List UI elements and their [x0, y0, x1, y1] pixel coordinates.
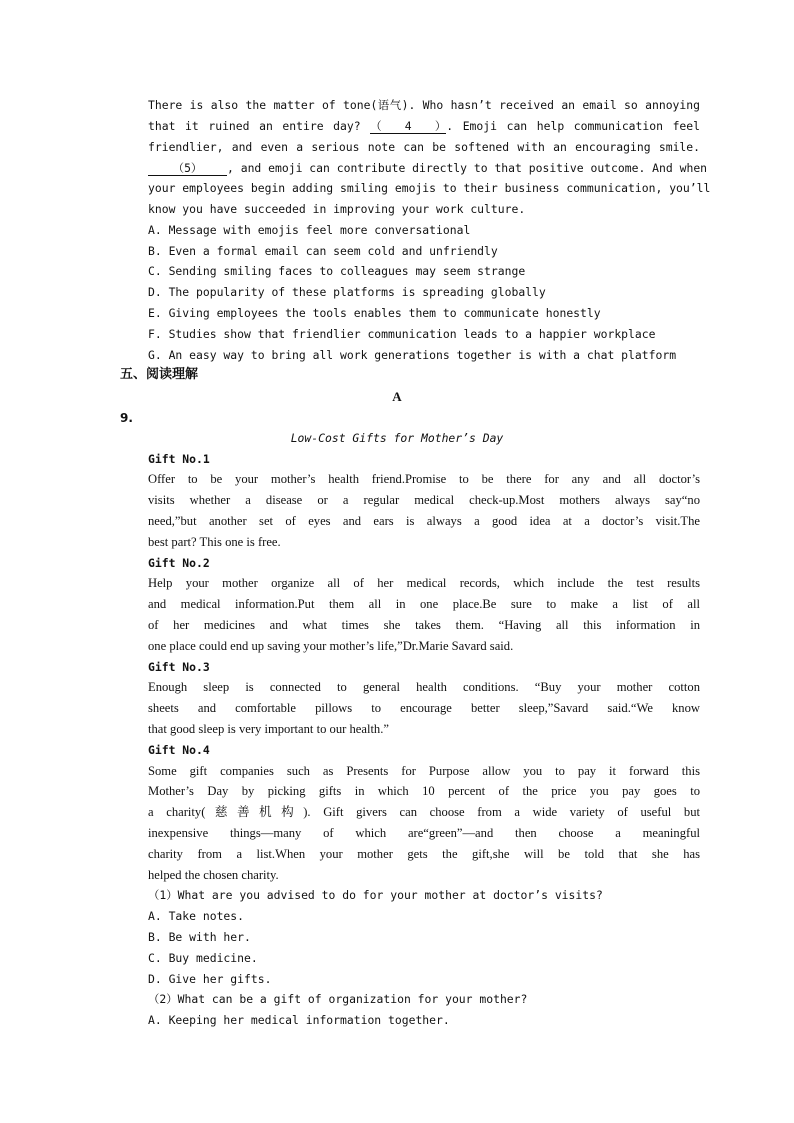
gift-1-line: need,”but another set of eyes and ears is always a good idea at a doctor’s visit.The: [148, 514, 700, 528]
passage-line-6: know you have succeeded in improving your work culture.: [148, 202, 526, 216]
option-g: G. An easy way to bring all work generations together is with a chat platform: [148, 348, 677, 362]
gift-2-line: and medical information.Put them all in one place.Be sure to make a list of all: [148, 597, 700, 611]
option-c: C. Sending smiling faces to colleagues may seem strange: [148, 264, 526, 278]
question-1-choice-b: B. Be with her.: [148, 930, 251, 944]
gift-3-line: sheets and comfortable pillows to encourage better sleep,”Savard said.“We know: [148, 701, 700, 715]
gift-4-line: inexpensive things—many of which are“green”—and then choose a meaningful: [148, 826, 700, 840]
question-2-stem: （2）What can be a gift of organization for your mother?: [148, 992, 528, 1006]
gift-4-line: a charity(慈善机构). Gift givers can choose from a wide variety of useful but: [148, 805, 700, 819]
passage-text: , and emoji can contribute directly to that positive outcome. And when: [227, 161, 708, 175]
option-a: A. Message with emojis feel more conversational: [148, 223, 471, 237]
gift-1-title: Gift No.1: [148, 452, 210, 466]
gift-3-title: Gift No.3: [148, 660, 210, 674]
passage-line-5: your employees begin adding smiling emojis to their business communication, you’ll: [148, 181, 711, 195]
passage-text: . Emoji can help communication feel: [446, 119, 700, 133]
gift-4-line: Mother’s Day by picking gifts in which 10 percent of the price you pay goes to: [148, 784, 700, 798]
question-1-stem: （1）What are you advised to do for your mother at doctor’s visits?: [148, 888, 603, 902]
passage-line-3: friendlier, and even a serious note can be softened with an encouraging smile.: [148, 140, 700, 154]
gift-4-line: charity from a list.When your mother gets the gift,she will be told that she has: [148, 847, 700, 861]
question-1-choice-d: D. Give her gifts.: [148, 972, 272, 986]
gift-2-line: of her medicines and what times she takes them. “Having all this information in: [148, 618, 700, 632]
passage-line-1: There is also the matter of tone(语气). Who hasn’t received an email so annoying: [148, 98, 700, 112]
passage-line-4: [148, 161, 708, 175]
question-number: 9.: [120, 411, 133, 425]
gift-1-line: Offer to be your mother’s health friend.Promise to be there for any and all doctor’s: [148, 472, 700, 486]
gift-3-line: that good sleep is very important to our health.”: [148, 722, 389, 736]
section-heading: 五、阅读理解: [120, 367, 199, 382]
gift-3-line: Enough sleep is connected to general health conditions. “Buy your mother cotton: [148, 680, 700, 694]
option-b: B. Even a formal email can seem cold and unfriendly: [148, 244, 498, 258]
question-2-choice-a: A. Keeping her medical information together.: [148, 1013, 450, 1027]
gift-2-line: Help your mother organize all of her medical records, which include the test results: [148, 576, 700, 590]
gift-1-line: visits whether a disease or a regular medical check-up.Most mothers always say“no: [148, 493, 700, 507]
passage-line-2: [148, 119, 700, 133]
gift-1-line: best part? This one is free.: [148, 535, 281, 549]
article-title: Low-Cost Gifts for Mother’s Day: [290, 431, 504, 445]
gift-4-line: helped the chosen charity.: [148, 868, 279, 882]
gift-2-title: Gift No.2: [148, 556, 210, 570]
part-label: A: [392, 389, 402, 404]
gift-4-line: Some gift companies such as Presents for Purpose allow you to pay it forward this: [148, 764, 700, 778]
blank-5: （5）: [148, 161, 227, 176]
gift-2-line: one place could end up saving your mother’s life,”Dr.Marie Savard said.: [148, 639, 514, 653]
option-f: F. Studies show that friendlier communication leads to a happier workplace: [148, 327, 656, 341]
blank-4: （4）: [370, 119, 447, 133]
passage-text: that it ruined an entire day?: [148, 119, 371, 133]
option-e: E. Giving employees the tools enables them to communicate honestly: [148, 306, 601, 320]
gift-4-title: Gift No.4: [148, 743, 210, 757]
question-1-choice-a: A. Take notes.: [148, 909, 245, 923]
question-1-choice-c: C. Buy medicine.: [148, 951, 258, 965]
option-d: D. The popularity of these platforms is spreading globally: [148, 285, 546, 299]
